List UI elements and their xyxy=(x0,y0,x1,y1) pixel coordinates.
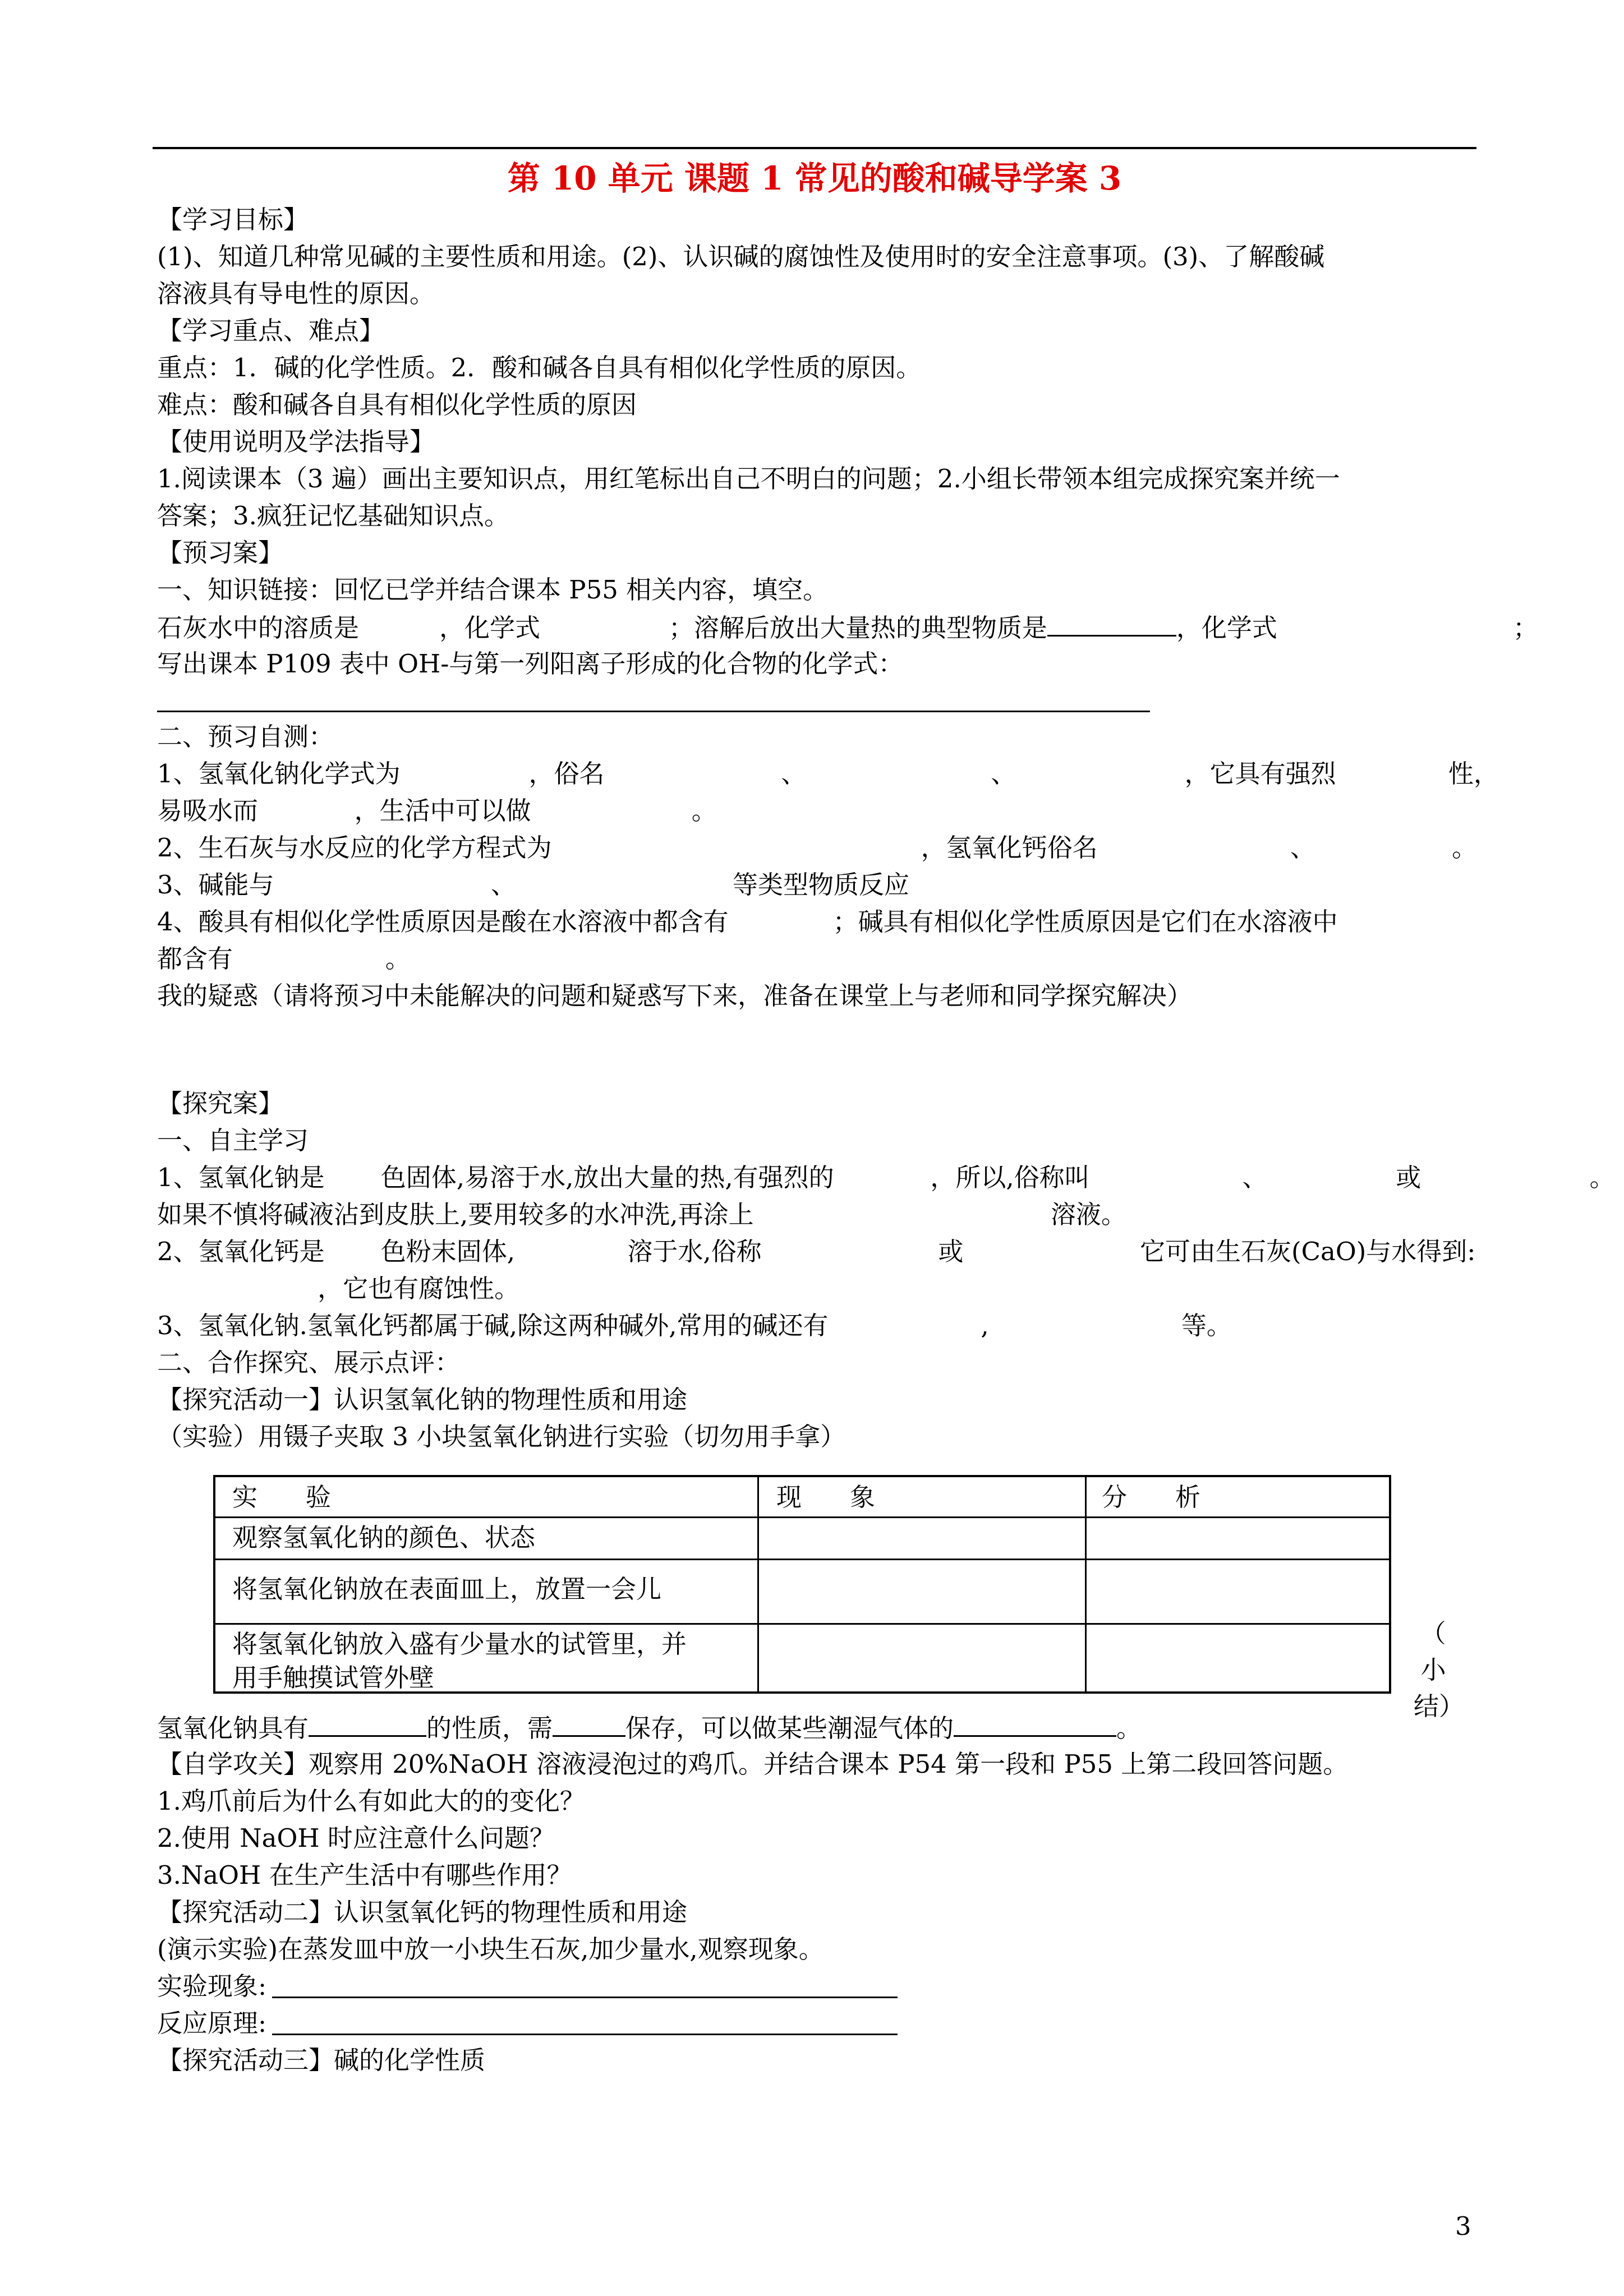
table-cell: 将氢氧化钠放在表面皿上，放置一会儿 xyxy=(232,1574,662,1604)
section-heading: 【学习目标】 xyxy=(157,205,309,234)
section-heading: 【探究活动二】认识氢氧化钙的物理性质和用途 xyxy=(157,1897,688,1927)
paragraph-line: (演示实验)在蒸发皿中放一小块生石灰,加少量水,观察现象。 xyxy=(157,1934,824,1964)
blank-underline xyxy=(553,1711,625,1737)
answer-line xyxy=(272,1997,898,1998)
fill-line-text: 石灰水中的溶质是 ，化学式 ；溶解后放出大量热的典型物质是 xyxy=(157,613,1047,643)
paragraph-line: (1)、知道几种常见碱的主要性质和用途。(2)、认识碱的腐蚀性及使用时的安全注意事项。(3)、了解酸碱 xyxy=(157,242,1325,271)
blank-underline xyxy=(954,1711,1116,1737)
paragraph-line: 3、氢氧化钠.氢氧化钙都属于碱,除这两种碱外,常用的碱还有 , 等。 xyxy=(157,1311,1232,1340)
paragraph-line: 2、生石灰与水反应的化学方程式为 ，氢氧化钙俗名 、 。 xyxy=(157,833,1478,863)
blank-underline xyxy=(309,1711,426,1737)
summary-note: （ 小 结） xyxy=(1414,1619,1465,1721)
paragraph-line: 答案；3.疯狂记忆基础知识点。 xyxy=(157,501,509,531)
table-header: 实 验 xyxy=(232,1482,331,1512)
section-heading: 二、合作探究、展示点评： xyxy=(157,1348,461,1377)
section-heading: 【预习案】 xyxy=(157,538,284,568)
answer-line xyxy=(272,2034,898,2035)
section-heading: 【探究案】 xyxy=(157,1089,284,1118)
paragraph-line: （实验）用镊子夹取 3 小块氢氧化钠进行实验（切勿用手拿） xyxy=(157,1422,846,1451)
paragraph-line: 实验现象: xyxy=(157,1971,267,2001)
paragraph-line: 反应原理: xyxy=(157,2008,267,2038)
section-heading: 【探究活动一】认识氢氧化钠的物理性质和用途 xyxy=(157,1385,688,1414)
paragraph-line: 都含有 。 xyxy=(157,944,411,974)
paragraph-line: 溶液具有导电性的原因。 xyxy=(157,279,435,308)
section-heading: 一、自主学习 xyxy=(157,1126,309,1155)
paragraph-line: 石灰水中的溶质是 ，化学式 ；溶解后放出大量热的典型物质是 ，化学式 ； xyxy=(157,610,1538,645)
paragraph-line: 4、酸具有相似化学性质原因是酸在水溶液中都含有 ；碱具有相似化学性质原因是它们在水溶液中 xyxy=(157,907,1338,937)
section-heading: 二、预习自测： xyxy=(157,722,334,751)
paragraph-line: 1、氢氧化钠化学式为 ，俗名 、 、 ，它具有强烈 性， xyxy=(157,759,1499,789)
table-header: 现 象 xyxy=(776,1482,875,1512)
section-heading: 【使用说明及学法指导】 xyxy=(157,427,435,457)
paragraph-line: 如果不慎将碱液沾到皮肤上,要用较多的水冲洗,再涂上 溶液。 xyxy=(157,1200,1126,1229)
paragraph-line: 一、知识链接：回忆已学并结合课本 P55 相关内容，填空。 xyxy=(157,575,829,605)
paragraph-line: 2、氢氧化钙是 色粉末固体, 溶于水,俗称 或 它可由生石灰(CaO)与水得到: xyxy=(157,1237,1476,1266)
experiment-table xyxy=(213,1475,1391,1694)
blank-underline xyxy=(1047,610,1176,637)
paragraph-line: 3.NaOH 在生产生活中有哪些作用？ xyxy=(157,1860,572,1890)
summary-line: 氢氧化钠具有 的性质，需 保存，可以做某些潮湿气体的 。 xyxy=(157,1711,1142,1745)
page-title: 第 10 单元 课题 1 常见的酸和碱导学案 3 xyxy=(507,159,1122,197)
paragraph-line: 难点：酸和碱各自具有相似化学性质的原因 xyxy=(157,390,637,419)
paragraph-line: ，它也有腐蚀性。 xyxy=(157,1274,520,1303)
paragraph-line: 易吸水而 ，生活中可以做 。 xyxy=(157,796,717,826)
fill-line-tail: ，化学式 xyxy=(1176,613,1277,643)
paragraph-line: 重点：1．碱的化学性质。2．酸和碱各自具有相似化学性质的原因。 xyxy=(157,353,922,382)
header-rule xyxy=(153,147,1476,149)
section-heading: 【自学攻关】观察用 20%NaOH 溶液浸泡过的鸡爪。并结合课本 P54 第一段和 P55 上第二段回答问题。 xyxy=(157,1749,1349,1779)
page-number: 3 xyxy=(1455,2211,1471,2241)
answer-line xyxy=(157,711,1150,712)
section-heading: 【探究活动三】碱的化学性质 xyxy=(157,2045,486,2075)
section-heading: 【学习重点、难点】 xyxy=(157,316,385,345)
paragraph-line: 2.使用 NaOH 时应注意什么问题？ xyxy=(157,1823,555,1853)
table-header: 分 析 xyxy=(1102,1482,1200,1512)
paragraph-line: 1、氢氧化钠是 色固体,易溶于水,放出大量的热,有强烈的 ，所以,俗称叫 、 或 。 xyxy=(157,1163,1615,1192)
paragraph-line: 写出课本 P109 表中 OH-与第一列阳离子形成的化合物的化学式： xyxy=(157,649,904,679)
table-cell: 观察氢氧化钠的颜色、状态 xyxy=(232,1523,536,1552)
paragraph-line: 3、碱能与 、 等类型物质反应 xyxy=(157,870,910,900)
paragraph-line: 我的疑惑（请将预习中未能解决的问题和疑惑写下来，准备在课堂上与老师和同学探究解决） xyxy=(157,981,1193,1011)
paragraph-line: 1.鸡爪前后为什么有如此大的的变化？ xyxy=(157,1786,585,1816)
table-cell: 将氢氧化钠放入盛有少量水的试管里，并 用手触摸试管外壁 xyxy=(232,1629,687,1693)
paragraph-line: 1.阅读课本（3 遍）画出主要知识点，用红笔标出自己不明白的问题；2.小组长带领本组完成探究案并统一 xyxy=(157,464,1340,494)
